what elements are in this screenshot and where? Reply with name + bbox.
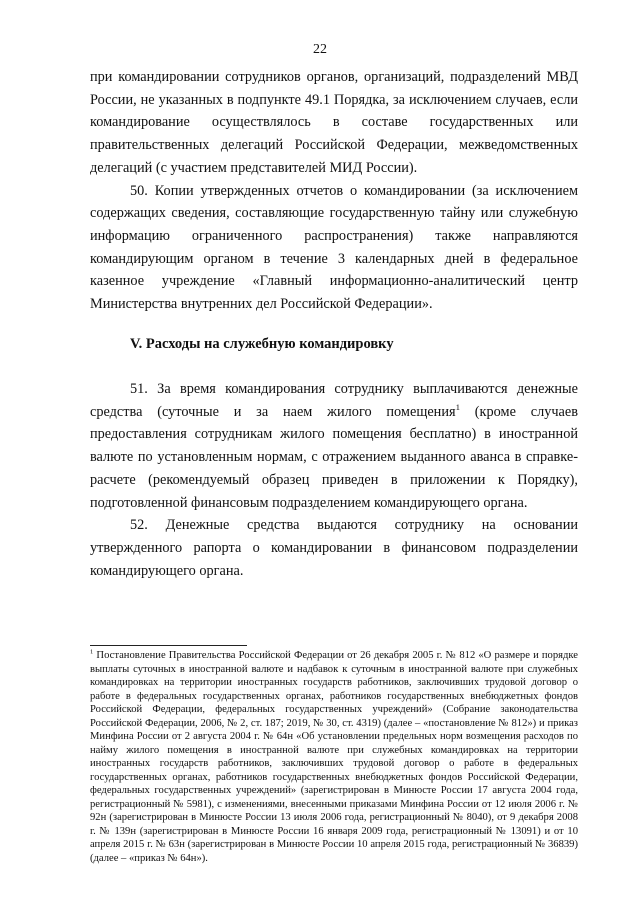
footnote-mark: 1	[90, 648, 94, 656]
body-block-bottom	[90, 378, 578, 582]
body-block-top	[90, 66, 578, 316]
section-heading: V. Расходы на служебную командировку	[130, 336, 394, 352]
paragraph-52: 52. Денежные средства выдаются сотруднику на основании утвержденного рапорта о командировании в финансовом подразделении командирующего органа.	[90, 517, 578, 579]
paragraph-50: 50. Копии утвержденных отчетов о командировании (за исключением содержащих сведения, составляющие государственную тайну или служебную информацию ограниченного распространения) также направляются командирующим органом в течение 3 календарных дней в федеральное казенное учреждение «Главный информационно-аналитический центр Министерства внутренних дел Российской Федерации».	[90, 182, 578, 313]
paragraph-49-continuation: при командировании сотрудников органов, организаций, подразделений МВД России, не указанных в подпункте 49.1 Порядка, за исключением случаев, если командирование осуществлялось в составе государственных или правительственных делегаций Российской Федерации, межведомственных делегаций (с участием представителей МИД России).	[90, 69, 578, 176]
paragraph-51-part-a: 51. За время командирования сотруднику выплачиваются денежные средства (суточные и за наем жилого помещения	[90, 381, 578, 420]
paragraph-51	[90, 378, 578, 514]
footnote	[90, 649, 578, 865]
paragraph-51-part-b: (кроме случаев предоставления сотрудникам жилого помещения бесплатно) в иностранной валюте по установленным нормам, с отражением выданного аванса в справке-расчете (рекомендуемый образец приведен в приложении к Порядку), подготовленной финансовым подразделением командирующего органа.	[90, 403, 578, 511]
page-number: 22	[313, 42, 327, 57]
footnote-text: Постановление Правительства Российской Федерации от 26 декабря 2005 г. № 812 «О размере и порядке выплаты суточных в иностранной валюте и надбавок к суточным в иностранной валюте при служебных командировках на территории иностранных государств работников, заключивших трудовой договор о работе в федеральных государственных органах, работников государственных внебюджетных фондов Российской Федерации, федеральных государственных учреждений» (Собрание законодательства Российской Федерации, 2006, № 2, ст. 187; 2019, № 30, ст. 4319) (далее – «постановление № 812») и приказ Минфина России от 2 августа 2004 г. № 64н «Об установлении предельных норм возмещения расходов по найму жилого помещения в иностранной валюте при служебных командировках на территории иностранных государств работников, заключивших трудовой договор о работе в федеральных государственных органах, работников государственных внебюджетных фондов Российской Федерации, федеральных государственных учреждений» (зарегистрирован в Минюсте России 17 августа 2004 года, регистрационный № 5981), с изменениями, внесенными приказами Минфина России от 12 июля 2006 г. № 92н (зарегистрирован в Минюсте России 13 июля 2006 года, регистрационный № 8040), от 9 декабря 2008 г. № 139н (зарегистрирован в Минюсте России 16 января 2009 года, регистрационный № 13091) и от 10 апреля 2015 г. № 63н (зарегистрирован в Минюсте России 10 апреля 2015 года, регистрационный № 36839) (далее – «приказ № 64н»).	[90, 650, 578, 864]
footnote-divider	[90, 645, 247, 646]
footnote-reference[interactable]: 1	[455, 401, 460, 412]
